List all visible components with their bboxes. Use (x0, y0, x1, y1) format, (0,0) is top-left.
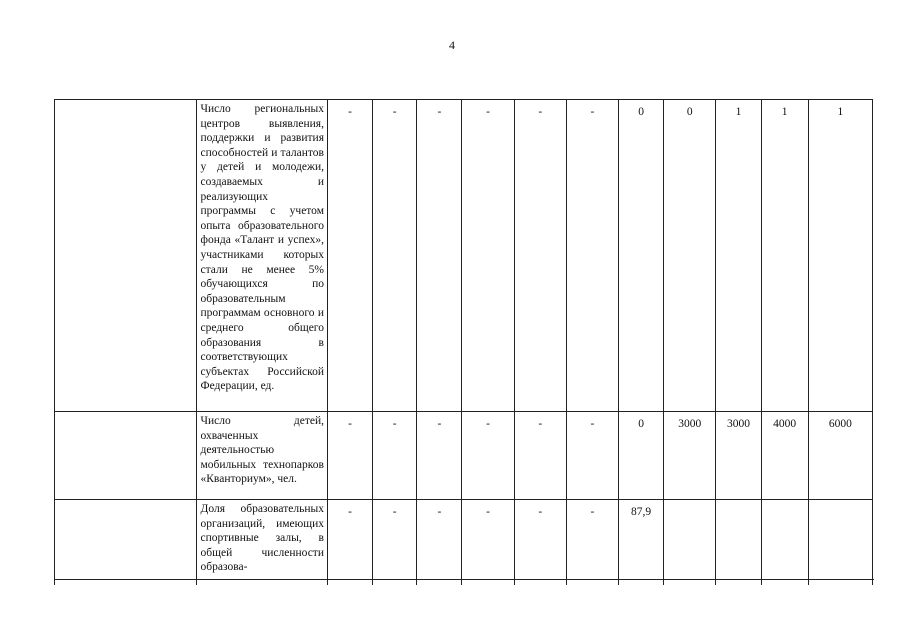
indicator-table (54, 99, 873, 585)
empty-cell (55, 100, 197, 412)
value-cell: 1 (761, 100, 808, 412)
value-cell: - (462, 412, 514, 500)
value-cell: - (566, 500, 618, 586)
value-cell: - (417, 500, 462, 586)
value-cell: - (327, 100, 372, 412)
indicator-description: Доля образовательных организаций, имеющих спортивные залы, в общей численности образова- (196, 500, 327, 586)
indicator-description: Число региональных центров выявления, поддержки и развития способностей и талантов у детей и молодежи, создаваемых и реализующих программы с учетом опыта образовательного фонда «Талант и успех», участниками которых стали не менее 5% обучающихся по образовательным программам основного и среднего общего образования в соответствующих субъектах Российской Федерации, ед. (196, 100, 327, 412)
value-cell: - (417, 412, 462, 500)
value-cell: 3000 (664, 412, 716, 500)
value-cell (664, 500, 716, 586)
value-cell: - (462, 100, 514, 412)
value-cell: - (327, 412, 372, 500)
value-cell: - (373, 412, 417, 500)
value-cell: 87,9 (619, 500, 664, 586)
value-cell: 4000 (761, 412, 808, 500)
value-cell: - (566, 100, 618, 412)
value-cell: - (417, 100, 462, 412)
table-row (55, 412, 873, 500)
value-cell: - (514, 100, 566, 412)
value-cell: - (462, 500, 514, 586)
value-cell (716, 500, 761, 586)
value-cell: - (566, 412, 618, 500)
empty-cell (55, 500, 197, 586)
table-bottom-border (54, 579, 874, 580)
value-cell (761, 500, 808, 586)
value-cell (808, 500, 872, 586)
value-cell: - (514, 412, 566, 500)
value-cell: 6000 (808, 412, 872, 500)
value-cell: 1 (716, 100, 761, 412)
value-cell: - (327, 500, 372, 586)
table-row (55, 100, 873, 412)
value-cell: - (373, 500, 417, 586)
indicator-description: Число детей, охваченных деятельностью мобильных технопарков «Кванториум», чел. (196, 412, 327, 500)
value-cell: - (514, 500, 566, 586)
value-cell: 0 (619, 412, 664, 500)
empty-cell (55, 412, 197, 500)
table-row (55, 500, 873, 586)
value-cell: 0 (619, 100, 664, 412)
value-cell: 3000 (716, 412, 761, 500)
value-cell: - (373, 100, 417, 412)
page-number: 4 (449, 38, 455, 52)
value-cell: 0 (664, 100, 716, 412)
value-cell: 1 (808, 100, 872, 412)
